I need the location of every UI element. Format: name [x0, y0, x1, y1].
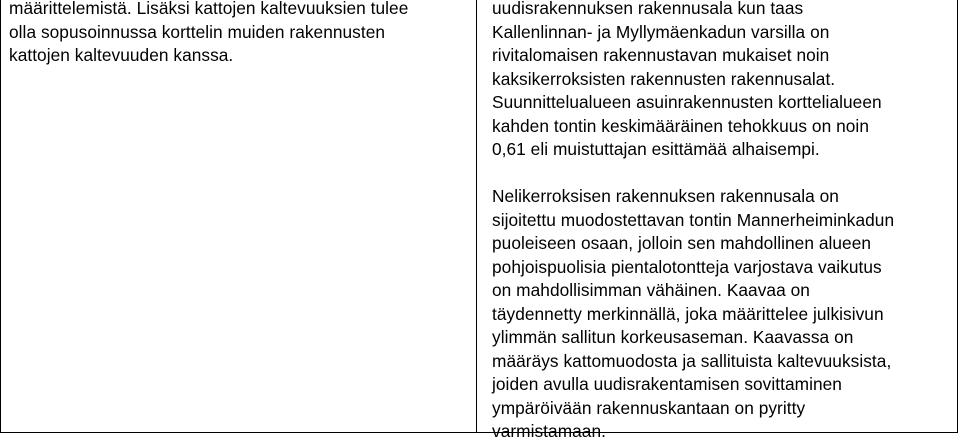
- right-column-paragraph-1: uudisrakennuksen rakennusala kun taas Kallenlinnan- ja Myllymäenkadun varsilla on rivitalomaisen rakennustavan mukaiset noin kaksikerroksisten rakennusten rakennusalat. Suunnittelualueen asuinrakennusten korttelialueen kahden tontin keskimääräinen tehokkuus on noin 0,61 eli muistuttajan esittämää alhaisempi.: [492, 0, 882, 159]
- table-cell-left: [1, 0, 477, 432]
- left-column-paragraph: määrittelemistä. Lisäksi kattojen kaltevuuksien tulee olla sopusoinnussa korttelin muiden rakennusten kattojen kaltevuuden kanssa.: [9, 0, 409, 65]
- right-column-paragraph-2: Nelikerroksisen rakennuksen rakennusala on sijoitettu muodostettavan tontin Mannerheiminkadun puoleiseen osaan, jolloin sen mahdollinen alueen pohjoispuolisia pientalotontteja varjostava vaikutus on mahdollisimman vähäinen. Kaavaa on täydennetty merkinnällä, joka määrittelee julkisivun ylimmän sallitun korkeusaseman. Kaavassa on määräys kattomuodosta ja sallituista kaltevuuksista, joiden avulla uudisrakentamisen sovittaminen ympäröivään rakennuskantaan on pyritty varmistamaan.: [492, 186, 895, 441]
- table-cell-right: [477, 0, 957, 441]
